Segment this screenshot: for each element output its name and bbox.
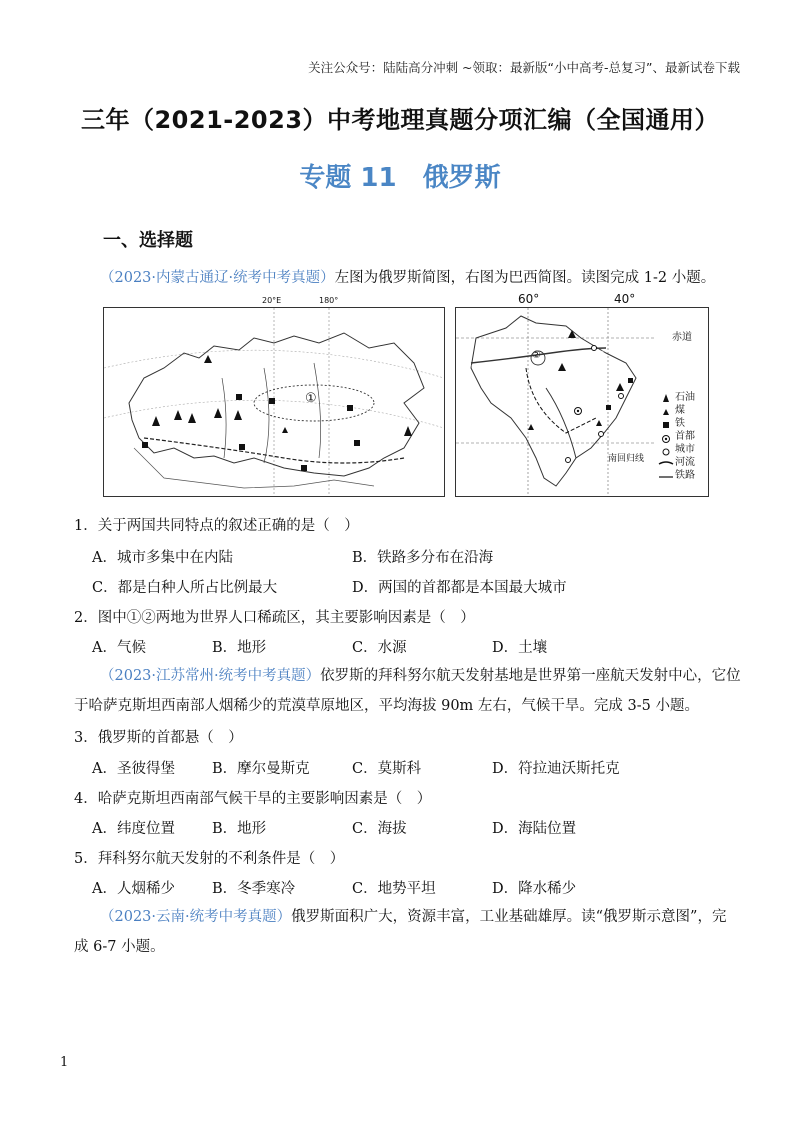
equator-label: 赤道 bbox=[672, 332, 692, 343]
q5-option-c: C．地势平坦 bbox=[352, 881, 436, 897]
q3-option-b: B．摩尔曼斯克 bbox=[212, 761, 310, 777]
q4-option-c: C．海拔 bbox=[352, 821, 407, 837]
russia-map bbox=[103, 296, 445, 497]
russia-lon-label-180: 180° bbox=[319, 296, 339, 305]
intro-3-line-2: 成 6-7 小题。 bbox=[74, 939, 165, 955]
brazil-map bbox=[455, 292, 709, 497]
intro-3-source: （2023·云南·统考中考真题） bbox=[100, 909, 292, 925]
q1-option-a: A．城市多集中在内陆 bbox=[92, 550, 233, 566]
russia-region-marker: ① bbox=[305, 391, 317, 406]
brazil-map-drawing bbox=[456, 308, 708, 496]
intro-3-text-1: 俄罗斯面积广大，资源丰富，工业基础雄厚。读“俄罗斯示意图”，完 bbox=[291, 909, 727, 925]
q2-option-c: C．水源 bbox=[352, 640, 407, 656]
intro-2-text-1: 依罗斯的拜科努尔航天发射基地是世界第一座航天发射中心，它位 bbox=[320, 668, 741, 684]
tropic-label: 南回归线 bbox=[608, 454, 645, 464]
q1-option-d: D．两国的首都都是本国最大城市 bbox=[352, 580, 567, 596]
russia-map-drawing bbox=[104, 308, 444, 496]
q5-option-d: D．降水稀少 bbox=[492, 881, 577, 897]
intro-1-text: 左图为俄罗斯简图，右图为巴西简图。读图完成 1-2 小题。 bbox=[334, 270, 716, 286]
q1-option-c: C．都是白种人所占比例最大 bbox=[92, 580, 278, 596]
brazil-lon-label-60: 60° bbox=[518, 292, 540, 306]
q4-option-a: A．纬度位置 bbox=[92, 821, 175, 837]
q5-option-b: B．冬季寒冷 bbox=[212, 881, 296, 897]
legend-oil: 石油 bbox=[675, 392, 695, 403]
section-heading: 一、选择题 bbox=[103, 230, 193, 251]
intro-2-source: （2023·江苏常州·统考中考真题） bbox=[100, 668, 321, 684]
page-number: 1 bbox=[60, 1055, 69, 1070]
q3-option-c: C．莫斯科 bbox=[352, 761, 422, 777]
header-note: 关注公众号：陆陆高分冲刺 ~领取：最新版“小中高考-总复习”、最新试卷下载 bbox=[308, 60, 740, 75]
topic-title: 专题 11 俄罗斯 bbox=[299, 163, 501, 193]
intro-2-line-1 bbox=[100, 666, 741, 686]
q4-option-d: D．海陆位置 bbox=[492, 821, 577, 837]
q4-stem: 4．哈萨克斯坦西南部气候干旱的主要影响因素是（ ） bbox=[74, 791, 432, 807]
legend-city: 城市 bbox=[675, 444, 695, 455]
legend-capital: 首都 bbox=[675, 431, 695, 442]
intro-2-line-2: 于哈萨克斯坦西南部人烟稀少的荒漠草原地区，平均海拔 90m 左右，气候干旱。完成 3-5 小题。 bbox=[74, 698, 699, 714]
q2-stem: 2．图中①②两地为世界人口稀疏区，其主要影响因素是（ ） bbox=[74, 610, 475, 626]
q1-stem: 1．关于两国共同特点的叙述正确的是（ ） bbox=[74, 518, 359, 534]
legend-iron: 铁 bbox=[675, 418, 685, 429]
q5-option-a: A．人烟稀少 bbox=[92, 881, 175, 897]
brazil-region-marker: ② bbox=[532, 350, 541, 361]
intro-3-line-1 bbox=[100, 907, 726, 927]
brazil-map-legend bbox=[675, 391, 695, 482]
q3-option-d: D．符拉迪沃斯托克 bbox=[492, 761, 620, 777]
q1-option-b: B．铁路多分布在沿海 bbox=[352, 550, 494, 566]
q2-option-a: A．气候 bbox=[92, 640, 146, 656]
russia-lon-label-20e: 20°E bbox=[262, 296, 282, 305]
legend-railway: 铁路 bbox=[675, 470, 695, 481]
q2-option-b: B．地形 bbox=[212, 640, 267, 656]
q5-stem: 5．拜科努尔航天发射的不利条件是（ ） bbox=[74, 851, 345, 867]
legend-coal: 煤 bbox=[675, 405, 685, 416]
brazil-lon-label-40: 40° bbox=[614, 292, 636, 306]
q3-option-a: A．圣彼得堡 bbox=[92, 761, 175, 777]
intro-1-source: （2023·内蒙古通辽·统考中考真题） bbox=[100, 270, 335, 286]
q2-option-d: D．土壤 bbox=[492, 640, 548, 656]
q3-stem: 3．俄罗斯的首都悬（ ） bbox=[74, 730, 243, 746]
q4-option-b: B．地形 bbox=[212, 821, 267, 837]
legend-river: 河流 bbox=[675, 457, 695, 468]
intro-1 bbox=[100, 268, 715, 288]
main-title: 三年（2021-2023）中考地理真题分项汇编（全国通用） bbox=[80, 106, 720, 134]
